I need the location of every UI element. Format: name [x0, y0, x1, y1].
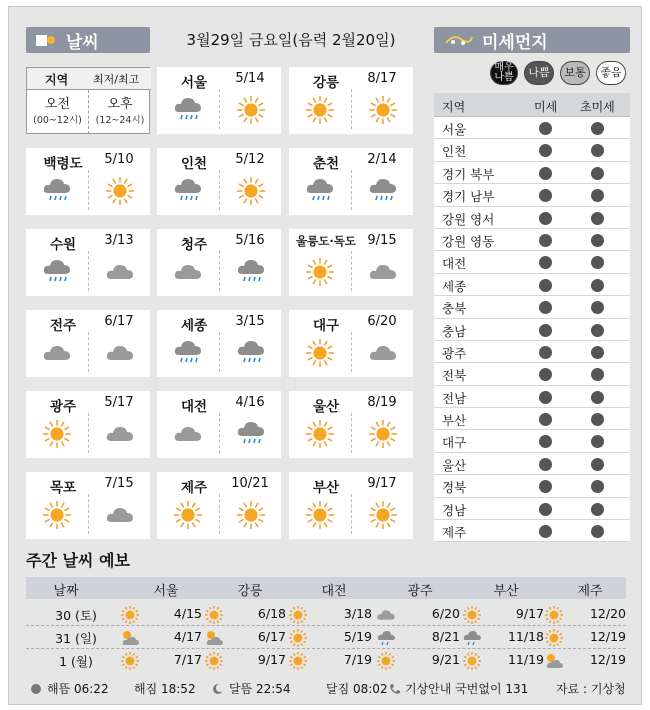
sun-icon [305, 257, 335, 287]
sun-icon [173, 500, 203, 530]
pm-weather [236, 176, 266, 210]
pm-weather [368, 257, 398, 291]
info-phone: 기상안내 국번없이 131 [405, 682, 529, 696]
city-card [157, 229, 281, 296]
pm-weather [236, 95, 266, 129]
city-name: 울릉도·독도 [296, 234, 356, 248]
pm10-dot [539, 212, 552, 225]
dust-region: 충북 [442, 301, 467, 317]
city-temp: 9/15 [367, 233, 397, 248]
dust-row [434, 162, 630, 184]
pm10-dot [539, 346, 552, 359]
city-card [289, 391, 413, 458]
weekly-weather [376, 651, 396, 674]
pm10-dot [539, 368, 552, 381]
pm-weather [368, 338, 398, 372]
dust-row [434, 207, 630, 229]
city-temp: 5/16 [235, 233, 265, 248]
sun-cloud-icon [544, 651, 564, 671]
rain-cloud-icon [368, 176, 398, 206]
pm25-dot [591, 525, 604, 538]
am-weather [305, 419, 335, 453]
dust-row [434, 251, 630, 273]
sun-icon [204, 605, 224, 625]
city-card [289, 472, 413, 539]
city-temp: 10/21 [231, 476, 269, 491]
rain-cloud-icon [173, 95, 203, 125]
footer [26, 676, 626, 700]
cloud-icon [376, 605, 396, 625]
pm25-dot [591, 279, 604, 292]
weekly-temp: 6/20 [431, 606, 460, 621]
sun-icon [376, 651, 396, 671]
pm10-dot [539, 167, 552, 180]
sunset-time: 해짐 18:52 [134, 682, 196, 696]
weekly-weather [204, 651, 224, 674]
dust-level-bad: 나쁨 [524, 61, 554, 85]
city-name: 부산 [312, 480, 340, 496]
weekly-date: 30 (토) [55, 608, 97, 623]
city-temp: 6/20 [367, 314, 397, 329]
cloud-icon [368, 257, 398, 287]
sun-icon [120, 605, 140, 625]
city-name: 대전 [180, 399, 208, 415]
sun-icon [42, 500, 72, 530]
sun-flag-icon [36, 32, 58, 48]
city-name: 서울 [180, 75, 208, 91]
cloud-icon [42, 338, 72, 368]
pm-weather [368, 419, 398, 453]
pm25-dot [591, 144, 604, 157]
dust-level-very-bad: 매우나쁨 [490, 61, 518, 85]
city-name: 수원 [49, 237, 77, 253]
pm10-dot [539, 122, 552, 135]
pm-weather [236, 257, 266, 291]
dust-row [434, 386, 630, 408]
dust-region: 전남 [442, 390, 467, 406]
weekly-col-date: 날짜 [53, 584, 79, 599]
pm10-dot [539, 525, 552, 538]
city-card [157, 310, 281, 377]
city-card [26, 391, 150, 458]
weekly-col-city: 제주 [577, 584, 603, 599]
cloud-rain-icon [462, 628, 482, 648]
dust-row [434, 341, 630, 363]
pm-weather [368, 500, 398, 534]
weekly-temp: 5/19 [343, 629, 372, 644]
sun-icon [368, 95, 398, 125]
dust-row [434, 453, 630, 475]
pm25-dot [591, 256, 604, 269]
weekly-temp: 4/15 [173, 606, 202, 621]
city-name: 백령도 [43, 156, 83, 172]
cloud-icon [173, 257, 203, 287]
rain-cloud-icon [236, 338, 266, 368]
cloud-icon [105, 419, 135, 449]
sun-icon [305, 338, 335, 368]
pm-weather [236, 500, 266, 534]
pm-weather [236, 419, 266, 453]
pm25-dot [591, 301, 604, 314]
pm10-dot [539, 256, 552, 269]
city-temp: 9/17 [367, 476, 397, 491]
dust-level-normal: 보통 [560, 61, 590, 85]
dust-region: 경북 [442, 480, 467, 496]
dust-title: 미세먼지 [482, 32, 548, 53]
rain-cloud-icon [236, 257, 266, 287]
dust-col-pm10: 미세 [534, 100, 558, 114]
sun-icon [204, 651, 224, 671]
city-card [289, 310, 413, 377]
sun-icon [544, 628, 564, 648]
weekly-row [26, 603, 626, 625]
sun-icon [305, 500, 335, 530]
weekly-date: 31 (일) [55, 631, 97, 646]
pm-weather [105, 500, 135, 534]
city-card [289, 229, 413, 296]
city-name: 울산 [312, 399, 340, 415]
sun-icon [105, 176, 135, 206]
weekly-temp: 8/21 [431, 629, 460, 644]
sun-icon [368, 419, 398, 449]
sun-icon [462, 651, 482, 671]
rain-cloud-icon [305, 176, 335, 206]
sun-icon [120, 651, 140, 671]
city-card [26, 310, 150, 377]
sun-icon [236, 500, 266, 530]
cloud-icon [368, 338, 398, 368]
dust-row [434, 475, 630, 497]
weekly-row [26, 626, 626, 648]
weekly-temp: 4/17 [173, 629, 202, 644]
weekly-col-city: 강릉 [237, 584, 263, 599]
wind-dust-icon [444, 31, 474, 49]
city-temp: 3/15 [235, 314, 265, 329]
weather-title: 날씨 [66, 32, 99, 53]
am-weather [305, 338, 335, 372]
weekly-weather [120, 651, 140, 674]
city-temp: 8/19 [367, 395, 397, 410]
dust-row [434, 319, 630, 341]
dust-region: 부산 [442, 413, 467, 429]
city-temp: 5/14 [235, 71, 265, 86]
pm-weather [105, 176, 135, 210]
weekly-col-city: 부산 [493, 584, 519, 599]
dust-region: 전북 [442, 368, 467, 384]
pm25-dot [591, 167, 604, 180]
cloud-icon [105, 500, 135, 530]
pm25-dot [591, 503, 604, 516]
rain-cloud-icon [42, 176, 72, 206]
moon-icon [212, 683, 224, 695]
pm10-dot [539, 189, 552, 202]
weekly-weather [462, 651, 482, 674]
dust-region: 대구 [442, 435, 467, 451]
city-name: 세종 [180, 318, 208, 334]
pm10-dot [539, 324, 552, 337]
pm25-dot [591, 346, 604, 359]
weekly-title: 주간 날씨 예보 [26, 551, 130, 570]
dust-region: 강원 영서 [442, 211, 495, 227]
moonset-time: 달짐 08:02 [326, 682, 388, 696]
dust-table-header [434, 93, 630, 117]
legend-am: 오전 [44, 97, 71, 112]
dust-region: 세종 [442, 278, 467, 294]
city-name: 인천 [180, 156, 208, 172]
weekly-temp: 3/18 [343, 606, 372, 621]
weekly-col-city: 광주 [407, 584, 433, 599]
pm25-dot [591, 234, 604, 247]
am-weather [305, 500, 335, 534]
city-card [26, 229, 150, 296]
sun-icon [305, 95, 335, 125]
weekly-temp: 6/18 [257, 606, 286, 621]
sun-icon [236, 176, 266, 206]
sun-icon [288, 651, 308, 671]
am-weather [173, 419, 203, 453]
weekly-temp: 9/17 [257, 652, 286, 667]
dust-region: 대전 [442, 256, 467, 272]
dust-region: 충남 [442, 323, 467, 339]
dust-row [434, 296, 630, 318]
pm25-dot [591, 324, 604, 337]
city-card [157, 148, 281, 215]
sun-cloud-icon [204, 628, 224, 648]
pm25-dot [591, 368, 604, 381]
city-temp: 5/10 [104, 152, 134, 167]
weekly-col-city: 대전 [321, 584, 347, 599]
date-line: 3월29일 금요일(음력 2월20일) [186, 31, 396, 49]
data-source: 자료 : 기상청 [556, 682, 626, 696]
sun-icon [236, 95, 266, 125]
weekly-temp: 9/21 [431, 652, 460, 667]
dust-region: 강원 영동 [442, 233, 495, 249]
city-temp: 5/17 [104, 395, 134, 410]
dust-row [434, 430, 630, 452]
city-name: 청주 [180, 237, 208, 253]
city-name: 강릉 [312, 75, 340, 91]
city-name: 대구 [312, 318, 340, 334]
dust-row [434, 229, 630, 251]
dust-region: 광주 [442, 345, 467, 361]
pm25-dot [591, 413, 604, 426]
rain-cloud-icon [236, 419, 266, 449]
weekly-temp: 11/18 [507, 629, 544, 644]
city-card [157, 472, 281, 539]
sun-icon [462, 605, 482, 625]
pm-weather [105, 338, 135, 372]
weekly-date: 1 (월) [59, 654, 93, 669]
pm-weather [105, 419, 135, 453]
am-weather [42, 176, 72, 210]
city-card [157, 67, 281, 134]
pm10-dot [539, 480, 552, 493]
weekly-row [26, 649, 626, 671]
dust-row [434, 139, 630, 161]
pm10-dot [539, 234, 552, 247]
pm10-dot [539, 435, 552, 448]
weekly-temp: 12/19 [589, 652, 626, 667]
pm10-dot [539, 301, 552, 314]
pm25-dot [591, 458, 604, 471]
phone-icon [388, 683, 400, 695]
sun-icon [368, 500, 398, 530]
am-weather [42, 338, 72, 372]
weather-header [26, 27, 150, 53]
weekly-temp: 6/17 [257, 629, 286, 644]
city-name: 제주 [180, 480, 208, 496]
am-weather [305, 176, 335, 210]
pm10-dot [539, 413, 552, 426]
weekly-temp: 12/19 [589, 629, 626, 644]
pm25-dot [591, 212, 604, 225]
rain-cloud-icon [173, 176, 203, 206]
weekly-temp: 9/17 [515, 606, 544, 621]
city-card [157, 391, 281, 458]
weekly-temp: 7/17 [173, 652, 202, 667]
pm25-dot [591, 435, 604, 448]
weekly-temp: 7/19 [343, 652, 372, 667]
pm10-dot [539, 144, 552, 157]
legend-pm-range: (12~24시) [95, 115, 145, 126]
dust-region: 경남 [442, 502, 467, 518]
city-temp: 8/17 [367, 71, 397, 86]
weekly-weather [544, 651, 564, 674]
rain-cloud-icon [173, 338, 203, 368]
moonrise-time: 달뜸 22:54 [229, 682, 291, 696]
dust-row [434, 274, 630, 296]
pm10-dot [539, 391, 552, 404]
legend-pm: 오후 [107, 97, 133, 112]
legend-region: 지역 [45, 73, 69, 87]
am-weather [305, 95, 335, 129]
am-weather [173, 257, 203, 291]
rain-cloud-icon [42, 257, 72, 287]
am-weather [173, 95, 203, 129]
pm-weather [368, 176, 398, 210]
city-name: 목포 [49, 480, 77, 496]
dust-region: 울산 [442, 457, 467, 473]
city-temp: 5/12 [235, 152, 265, 167]
dust-table [434, 93, 630, 542]
legend-am-range: (00~12시) [33, 115, 82, 126]
sun-icon [544, 605, 564, 625]
pm25-dot [591, 189, 604, 202]
city-name: 전주 [49, 318, 77, 334]
pm-weather [236, 338, 266, 372]
sun-cloud-icon [120, 628, 140, 648]
sun-icon [288, 628, 308, 648]
city-card [26, 148, 150, 215]
pm-weather [368, 95, 398, 129]
city-temp: 2/14 [367, 152, 397, 167]
weekly-header [26, 577, 626, 599]
dust-row [434, 184, 630, 206]
pm10-dot [539, 279, 552, 292]
am-weather [173, 176, 203, 210]
pm10-dot [539, 503, 552, 516]
dust-row [434, 363, 630, 385]
sun-icon [288, 605, 308, 625]
city-temp: 6/17 [104, 314, 134, 329]
pm25-dot [591, 122, 604, 135]
dust-row [434, 117, 630, 139]
am-weather [42, 257, 72, 291]
city-name: 춘천 [312, 156, 340, 172]
cloud-rain-icon [376, 628, 396, 648]
city-name: 광주 [49, 399, 77, 415]
weekly-temp: 11/19 [507, 652, 544, 667]
city-card [26, 472, 150, 539]
dust-region: 서울 [442, 122, 467, 137]
city-card [289, 148, 413, 215]
dust-row [434, 498, 630, 520]
dust-region: 경기 북부 [442, 166, 495, 182]
dust-level-good: 좋음 [596, 61, 626, 85]
city-temp: 4/16 [235, 395, 265, 410]
city-temp: 7/15 [104, 476, 134, 491]
sunrise-icon [30, 683, 42, 695]
am-weather [305, 257, 335, 291]
sun-icon [42, 419, 72, 449]
pm25-dot [591, 391, 604, 404]
weekly-temp: 12/20 [589, 606, 626, 621]
am-weather [173, 338, 203, 372]
dust-row [434, 520, 630, 542]
pm10-dot [539, 458, 552, 471]
dust-row [434, 408, 630, 430]
cloud-icon [105, 338, 135, 368]
weekly-weather [288, 651, 308, 674]
dust-region: 경기 남부 [442, 189, 495, 205]
dust-region: 제주 [442, 525, 467, 541]
sunrise-time: 해뜸 06:22 [47, 682, 109, 696]
pm-weather [105, 257, 135, 291]
cloud-icon [105, 257, 135, 287]
weekly-col-city: 서울 [153, 584, 179, 599]
legend-minmax: 최저/최고 [93, 73, 140, 86]
legend-card [26, 67, 150, 134]
am-weather [42, 500, 72, 534]
dust-region: 인천 [442, 144, 467, 160]
city-card [289, 67, 413, 134]
am-weather [42, 419, 72, 453]
dust-header [434, 27, 630, 53]
city-temp: 3/13 [104, 233, 134, 248]
pm25-dot [591, 480, 604, 493]
dust-col-region: 지역 [442, 100, 466, 114]
am-weather [173, 500, 203, 534]
sun-icon [305, 419, 335, 449]
dust-col-pm25: 초미세 [580, 100, 615, 114]
cloud-icon [173, 419, 203, 449]
